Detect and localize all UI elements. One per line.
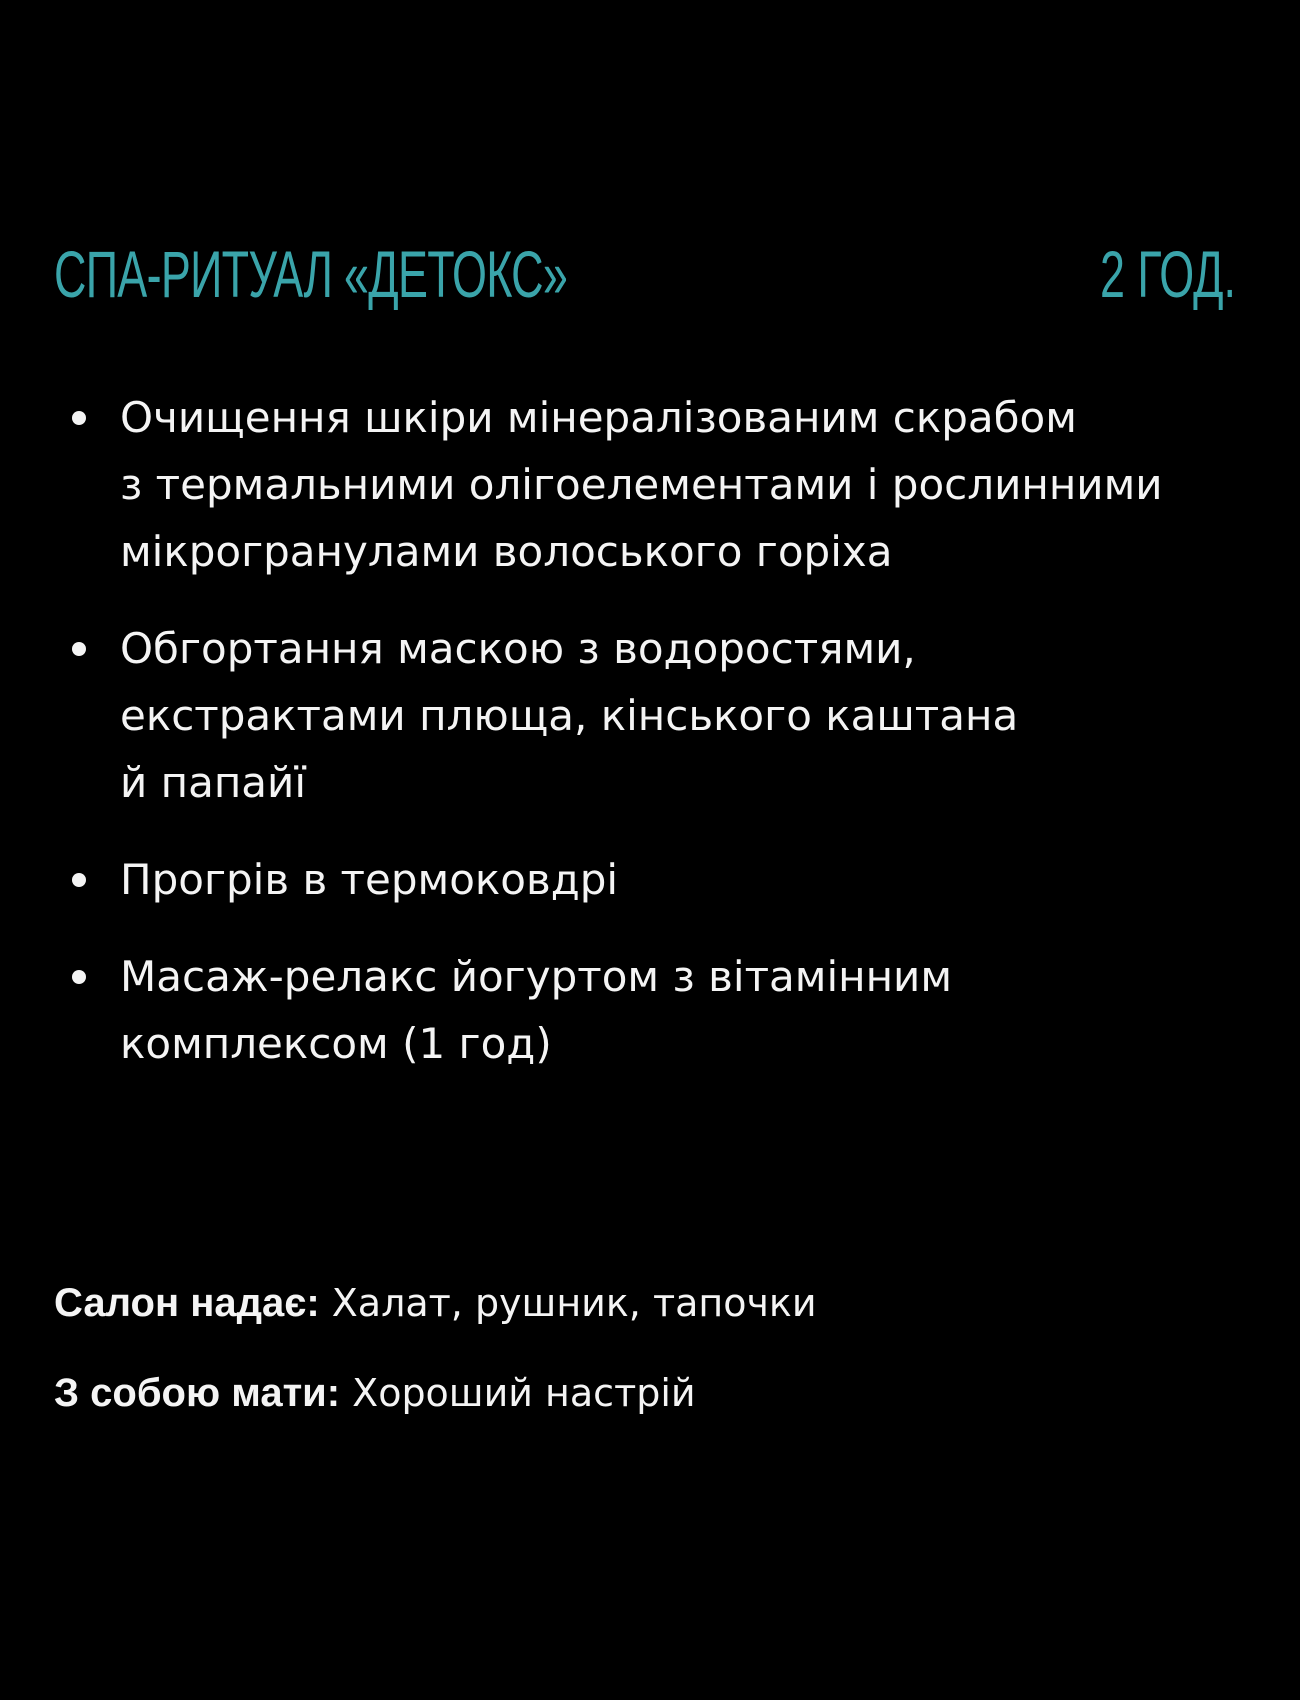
header xyxy=(54,234,1236,314)
bullet-icon xyxy=(72,970,86,984)
bring-with-value: Хороший настрій xyxy=(340,1371,696,1415)
list-item xyxy=(0,384,1300,585)
list-item xyxy=(0,943,1300,1077)
salon-provides-value: Халат, рушник, тапочки xyxy=(319,1281,817,1325)
bring-with-label: З собою мати: xyxy=(54,1371,341,1415)
salon-provides-line xyxy=(54,1278,817,1328)
list-item-text: Масаж-релакс йогуртом з вітамінним комплексом (1 год) xyxy=(120,952,953,1068)
list-item-text: Прогрів в термоковдрі xyxy=(120,855,619,904)
bring-with-line xyxy=(54,1368,696,1418)
list-item xyxy=(0,615,1300,816)
list-item-text: Очищення шкіри мінералізованим скрабом з термальними олігоелементами і рослинними мікрогранулами волоського горіха xyxy=(120,393,1163,576)
page-title: СПА-РИТУАЛ «ДЕТОКС» xyxy=(54,237,568,311)
list-item xyxy=(0,846,1300,913)
bullet-icon xyxy=(72,642,86,656)
procedure-list xyxy=(0,384,1300,1107)
bullet-icon xyxy=(72,411,86,425)
bullet-icon xyxy=(72,873,86,887)
list-item-text: Обгортання маскою з водоростями, екстрактами плюща, кінського каштана й папайї xyxy=(120,624,1019,807)
salon-provides-label: Салон надає: xyxy=(54,1281,320,1325)
duration-label: 2 ГОД. xyxy=(1100,237,1236,311)
